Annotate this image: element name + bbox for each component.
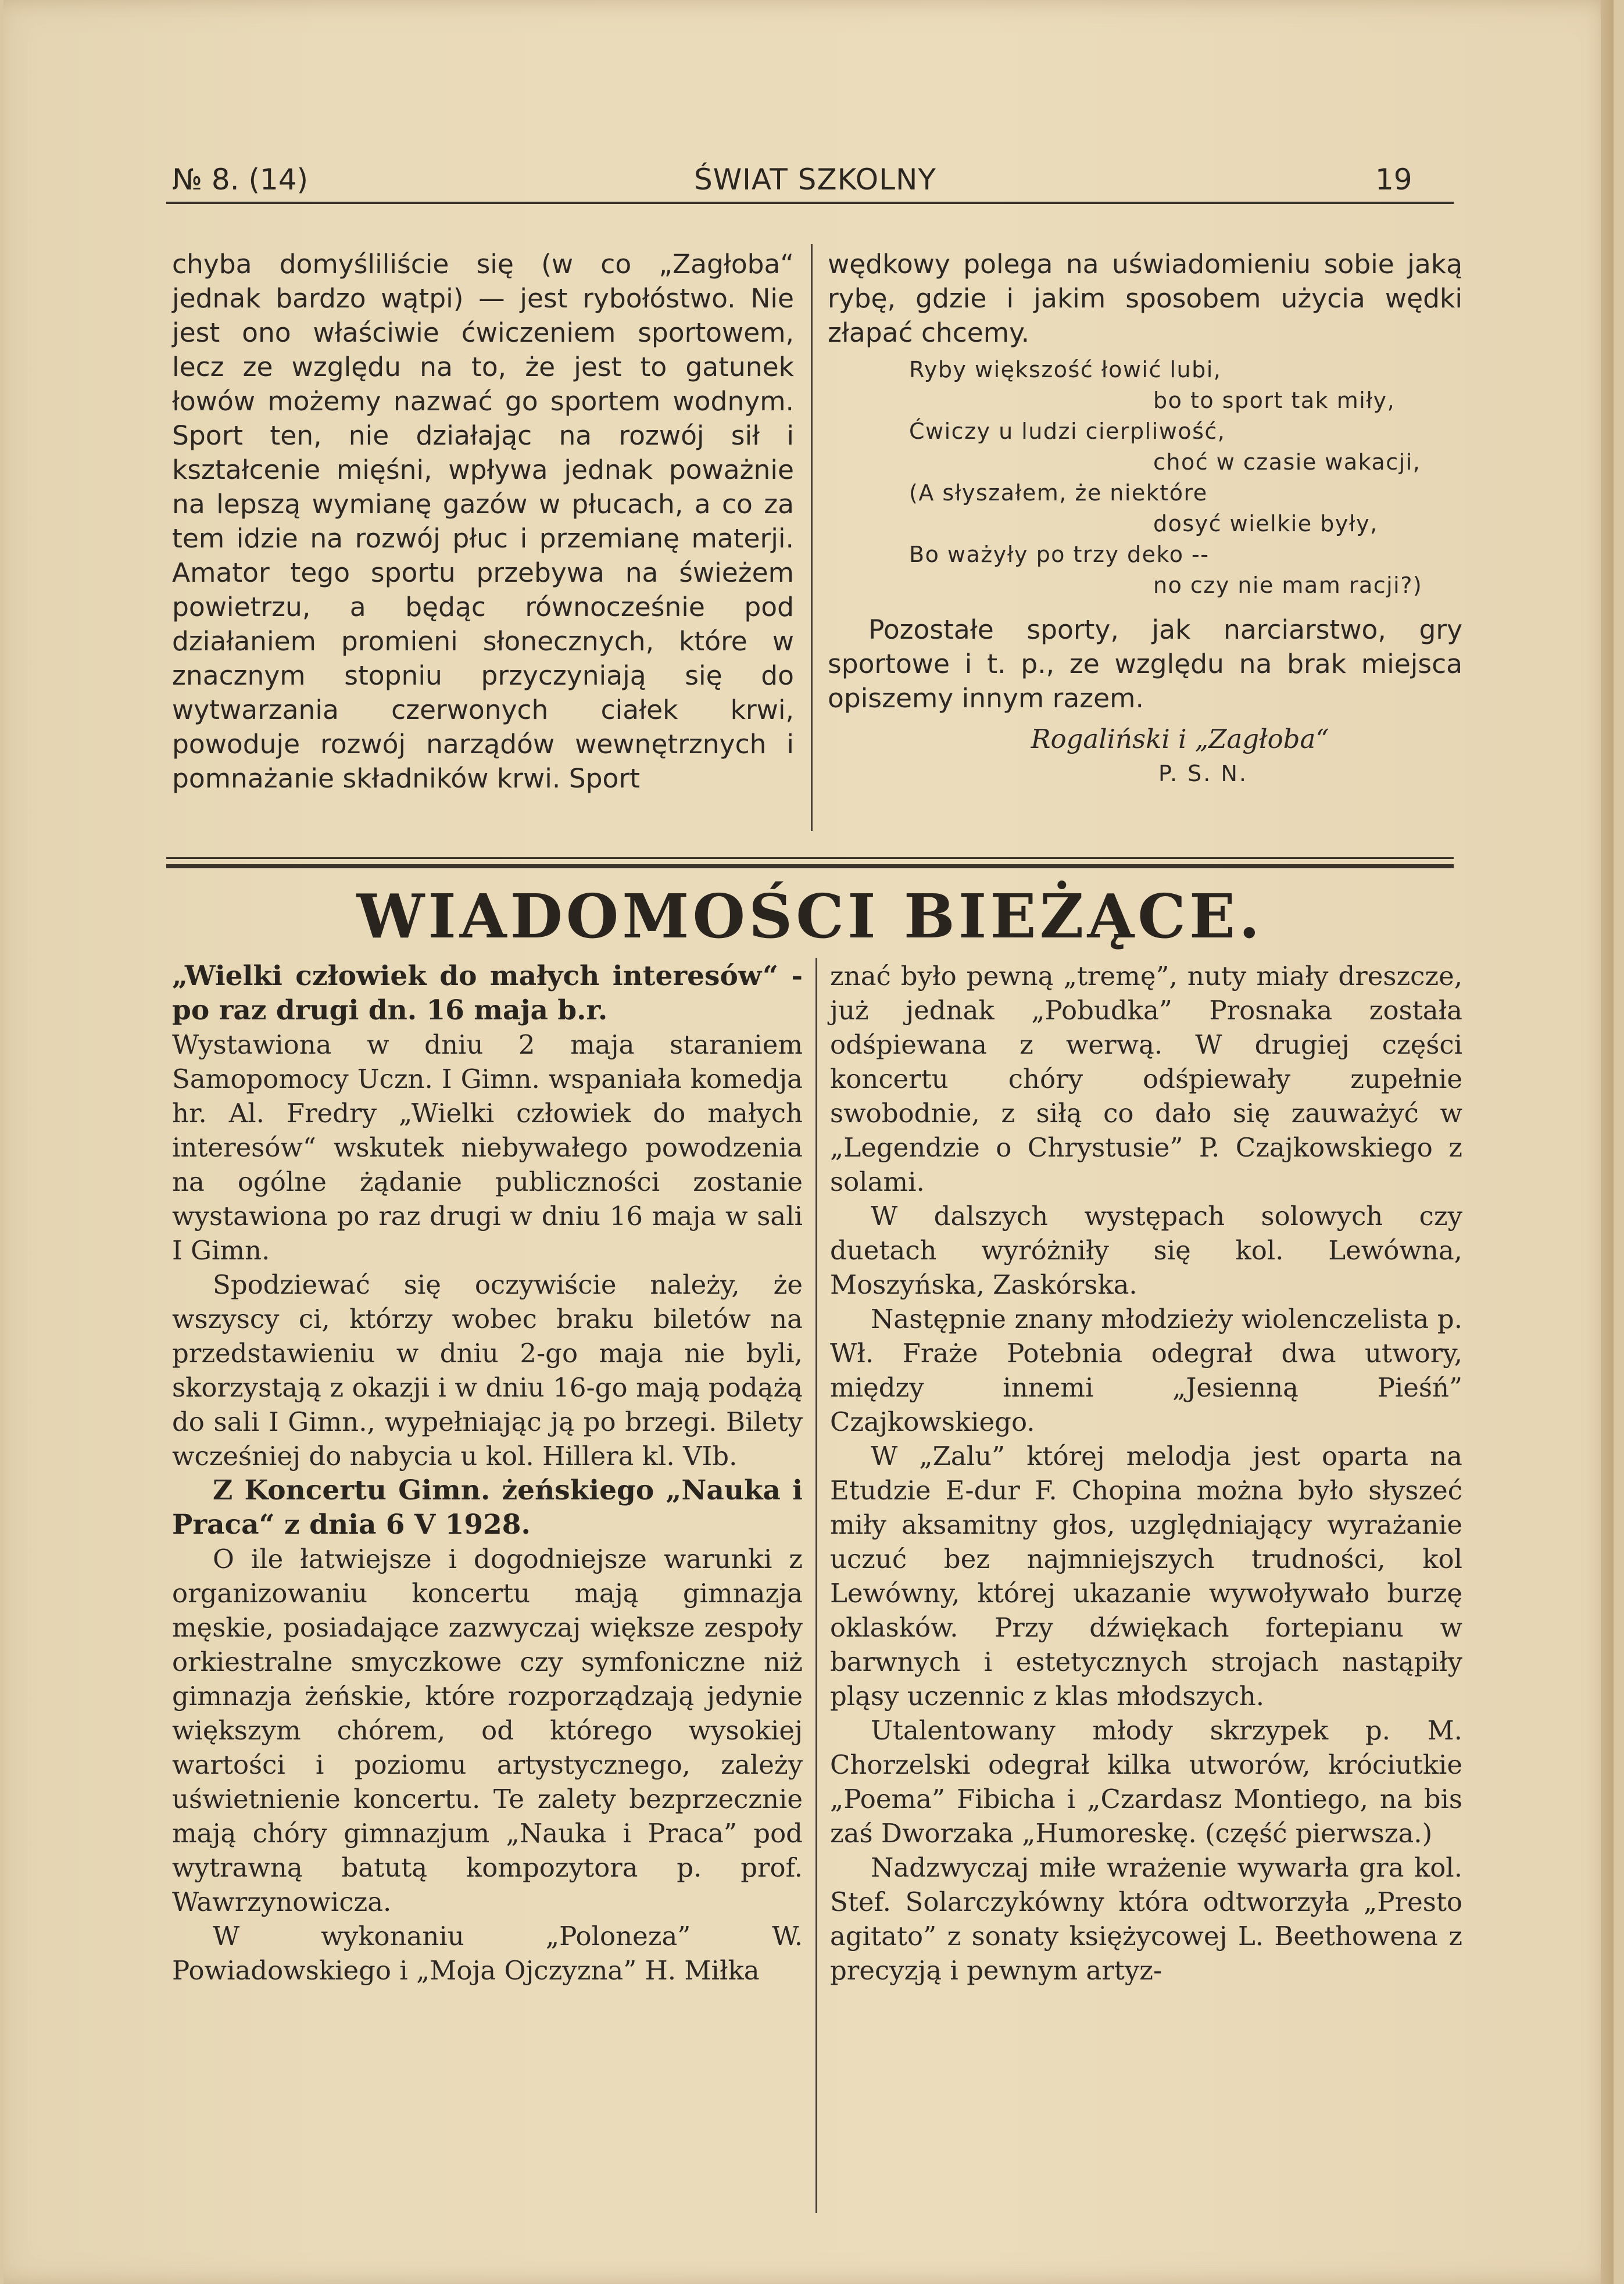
paragraph: Nadzwyczaj miłe wrażenie wywarła gra kol. Stef. Solarczykówny która odtworzyła „Presto agitato” z sonaty księżycowej L. Beethowena z precyzją i pewnym artyz- <box>830 1852 1462 1986</box>
poem-line: choć w czasie wakacji, <box>1153 449 1421 475</box>
news-column-left <box>172 959 803 1988</box>
poem-line: Ryby większość łowić lubi, <box>909 357 1222 382</box>
section-rule-thick <box>166 864 1454 868</box>
publication-title: ŚWIAT SZKOLNY <box>694 163 936 196</box>
poem-line: Ćwiczy u ludzi cierpliwość, <box>909 418 1226 444</box>
paragraph: Pozostałe sporty, jak narciarstwo, gry sportowe i t. p., ze względu na brak miejsca opiszemy innym razem. <box>828 614 1462 714</box>
signature-authors: Rogaliński i „Zagłoba“ <box>1031 724 1329 754</box>
paragraph: Wystawiona w dniu 2 maja staraniem Samopomocy Uczn. I Gimn. wspaniała komedja hr. Al. Fredry „Wielki człowiek do małych interesów“ wskutek niebywałego powodzenia na ogólne żądanie publiczności zostanie wystawiona po raz drugi w dniu 16 maja w sali I Gimn. <box>172 1029 803 1266</box>
poem-line: (A słyszałem, że niektóre <box>909 480 1208 506</box>
news-column-right <box>830 959 1462 1988</box>
section-title: WIADOMOŚCI BIEŻĄCE. <box>356 880 1264 952</box>
poem-line: no czy nie mam racji?) <box>1153 572 1423 598</box>
column-divider-bottom <box>815 958 817 2213</box>
header-rule <box>166 202 1454 204</box>
issue-number: № 8. (14) <box>172 163 309 196</box>
running-head <box>172 163 1422 203</box>
page-edge <box>1601 0 1614 2284</box>
signature-initials: P. S. N. <box>1158 761 1248 786</box>
poem-line: dosyć wielkie były, <box>1153 511 1378 536</box>
poem-line: Bo ważyły po trzy deko -- <box>909 542 1210 567</box>
article-sports-continued-left <box>172 247 794 796</box>
paragraph: chyba domyśliliście się (w co „Zagłoba“ jednak bardzo wątpi) — jest rybołóstwo. Nie jest ono właściwie ćwiczeniem sportowem, lecz ze względu na to, że jest to gatunek łowów możemy nazwać go sportem wodnym. Sport ten, nie działając na rozwój sił i kształcenie mięśni, wpływa jednak poważnie na lepszą wymianę gazów w płucach, a co za tem idzie na rozwój płuc i przemianę materji. Amator tego sportu przebywa na świeżem powietrzu, a będąc równocześnie pod działaniem promieni słonecznych, które w znacznym stopniu przyczyniają się do wytwarzania czerwonych ciałek krwi, powoduje rozwój narządów wewnętrznych i pomnażanie składników krwi. Sport <box>172 249 794 794</box>
paragraph: wędkowy polega na uświadomieniu sobie jaką rybę, gdzie i jakim sposobem użycia wędki złapać chcemy. <box>828 249 1462 348</box>
poem <box>828 355 1462 601</box>
paragraph: Następnie znany młodzieży wiolenczelista p. Wł. Fraże Potebnia odegrał dwa utwory, między innemi „Jesienną Pieśń” Czajkowskiego. <box>830 1304 1462 1437</box>
article-headline: Z Koncertu Gimn. żeńskiego „Nauka i Praca“ z dnia 6 V 1928. <box>172 1474 803 1541</box>
article-sports-continued-right <box>828 247 1462 790</box>
page-number: 19 <box>1375 163 1412 196</box>
paragraph: W „Zalu” której melodja jest oparta na Etudzie E-dur F. Chopina można było słyszeć miły aksamitny głos, uzględniający wyrażanie uczuć bez najmniejszych trudności, kol Lewówny, której ukazanie wywoływało burzę oklasków. Przy dźwiękach fortepianu w barwnych i estetycznych strojach nastąpiły pląsy uczennic z klas młodszych. <box>830 1441 1462 1712</box>
section-rule-thin <box>166 857 1454 859</box>
poem-line: bo to sport tak miły, <box>1153 388 1396 413</box>
column-divider-top <box>811 244 813 831</box>
paragraph: Utalentowany młody skrzypek p. M. Chorzelski odegrał kilka utworów, króciutkie „Poema” Fibicha i „Czardasz Montiego, na bis zaś Dworzaka „Humoreskę. (część pierwsza.) <box>830 1715 1462 1849</box>
paragraph: O ile łatwiejsze i dogodniejsze warunki z organizowaniu koncertu mają gimnazja męskie, posiadające zazwyczaj większe zespoły orkiestralne smyczkowe czy symfoniczne niż gimnazja żeńskie, które rozporządzają jedynie większym chórem, od którego wysokiej wartości i poziomu artystycznego, zależy uświetnienie koncertu. Te zalety bezprzecznie mają chóry gimnazjum „Nauka i Praca” pod wytrawną batutą kompozytora p. prof. Wawrzynowicza. <box>172 1544 803 1917</box>
paragraph: W wykonaniu „Poloneza” W. Powiadowskiego i „Moja Ojczyzna” H. Miłka <box>172 1921 803 1986</box>
paragraph: W dalszych występach solowych czy duetach wyróżniły się kol. Lewówna, Moszyńska, Zaskórska. <box>830 1201 1462 1300</box>
newspaper-page <box>3 0 1614 2284</box>
paragraph: Spodziewać się oczywiście należy, że wszyscy ci, którzy wobec braku biletów na przedstawieniu w dniu 2-go maja nie byli, skorzystają z okazji i w dniu 16-go mają podążą do sali I Gimn., wypełniając ją po brzegi. Bilety wcześniej do nabycia u kol. Hillera kl. VIb. <box>172 1269 803 1472</box>
paragraph: znać było pewną „tremę”, nuty miały dreszcze, już jednak „Pobudka” Prosnaka została odśpiewana z werwą. W drugiej części koncertu chóry odśpiewały zupełnie swobodnie, z siłą co dało się zauważyć w „Legendzie o Chrystusie” P. Czajkowskiego z solami. <box>830 961 1462 1197</box>
article-headline: „Wielki człowiek do małych interesów“ - po raz drugi dn. 16 maja b.r. <box>172 960 803 1026</box>
